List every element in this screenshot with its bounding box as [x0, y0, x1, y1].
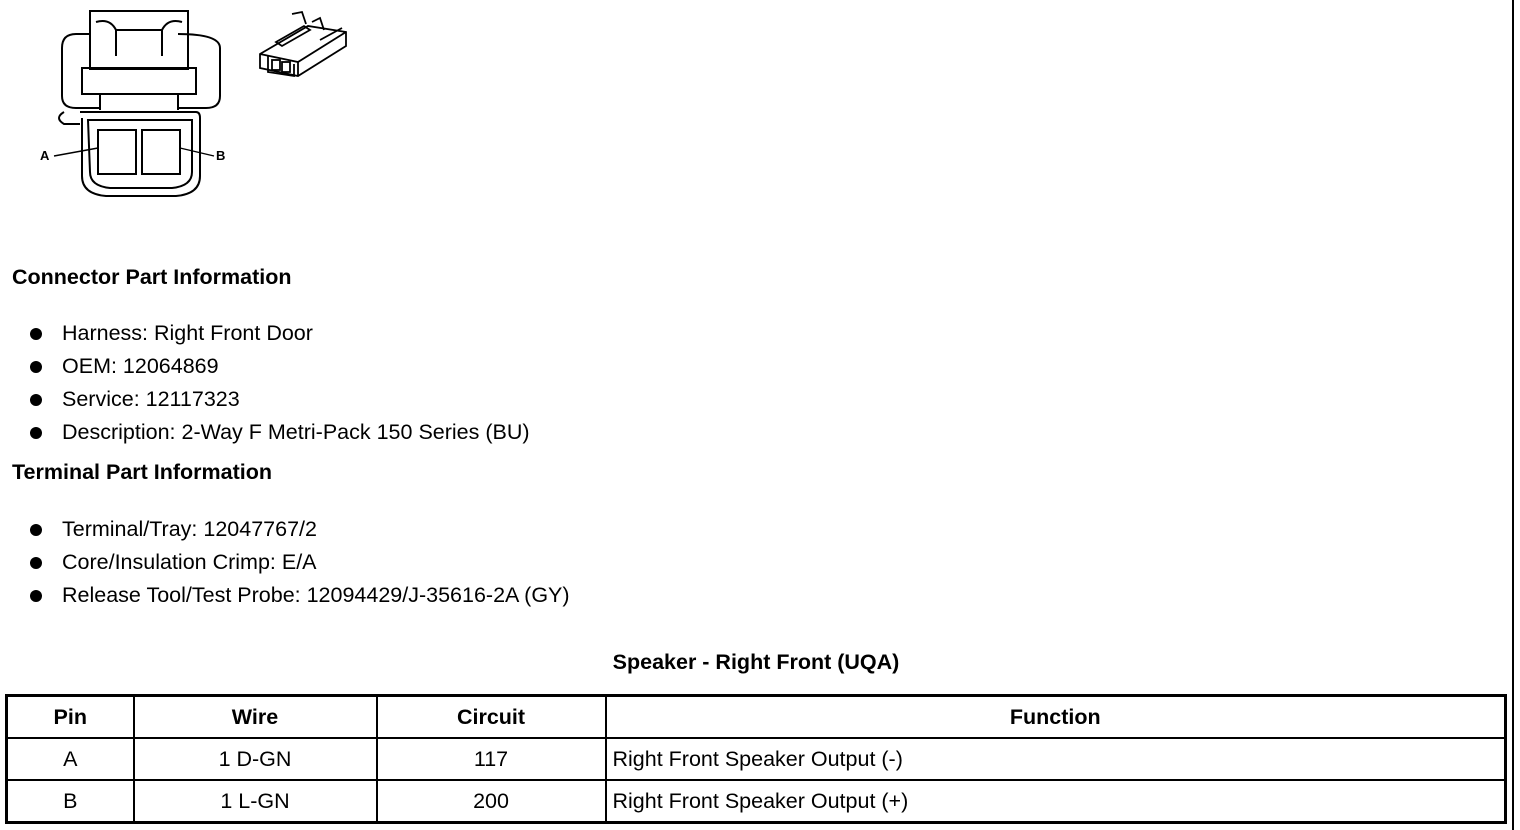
- bullet-icon: [30, 524, 42, 536]
- connector-info-heading: Connector Part Information: [12, 265, 292, 289]
- bullet-icon: [30, 328, 42, 340]
- bullet-icon: [30, 557, 42, 569]
- table-row: [7, 780, 1506, 823]
- cell-circuit: 200: [377, 780, 606, 823]
- table-header-row: [7, 696, 1506, 739]
- table-title: Speaker - Right Front (UQA): [612, 650, 900, 674]
- terminal-info-list: [26, 513, 570, 612]
- cell-function: Right Front Speaker Output (+): [606, 780, 1506, 823]
- cell-circuit: 117: [377, 738, 606, 780]
- header-function: Function: [606, 696, 1506, 739]
- connector-info-list: [26, 317, 530, 449]
- bullet-icon: [30, 394, 42, 406]
- list-item: Release Tool/Test Probe: 12094429/J-35616-2A (GY): [26, 579, 570, 612]
- pin-a-label: A: [40, 148, 50, 163]
- header-pin: Pin: [7, 696, 134, 739]
- connector-isometric-diagram: [254, 10, 350, 90]
- list-item: Core/Insulation Crimp: E/A: [26, 546, 570, 579]
- list-item: Terminal/Tray: 12047767/2: [26, 513, 570, 546]
- list-item: Service: 12117323: [26, 383, 530, 416]
- cell-function: Right Front Speaker Output (-): [606, 738, 1506, 780]
- bullet-icon: [30, 427, 42, 439]
- pinout-table: [5, 694, 1507, 824]
- page-right-border: [1512, 0, 1514, 830]
- list-item: OEM: 12064869: [26, 350, 530, 383]
- list-item: Description: 2-Way F Metri-Pack 150 Series (BU): [26, 416, 530, 449]
- connector-face-diagram: [36, 8, 236, 204]
- list-item: Harness: Right Front Door: [26, 317, 530, 350]
- cell-wire: 1 D-GN: [134, 738, 377, 780]
- cell-pin: B: [7, 780, 134, 823]
- header-circuit: Circuit: [377, 696, 606, 739]
- cell-wire: 1 L-GN: [134, 780, 377, 823]
- pin-b-label: B: [216, 148, 226, 163]
- bullet-icon: [30, 590, 42, 602]
- bullet-icon: [30, 361, 42, 373]
- header-wire: Wire: [134, 696, 377, 739]
- table-row: [7, 738, 1506, 780]
- cell-pin: A: [7, 738, 134, 780]
- terminal-info-heading: Terminal Part Information: [12, 460, 273, 484]
